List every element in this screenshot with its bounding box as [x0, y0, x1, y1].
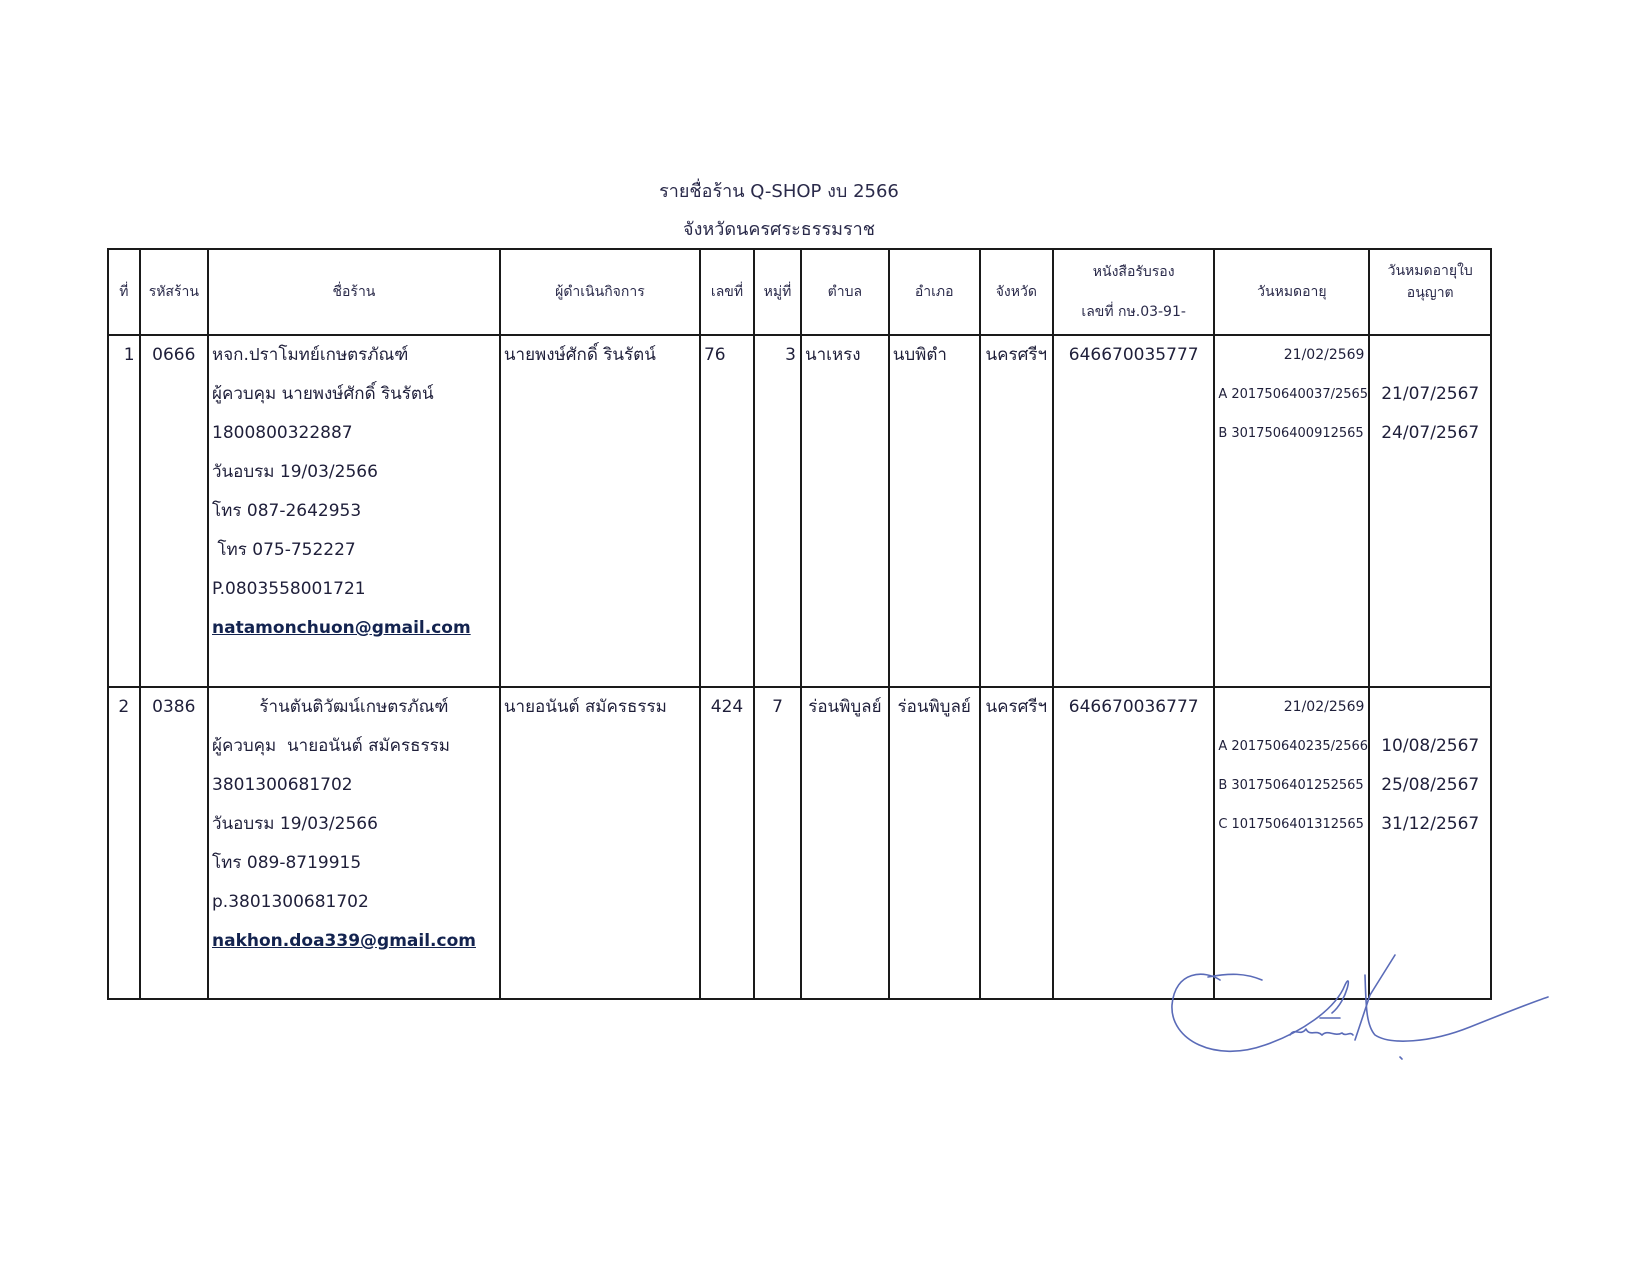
cell-house-no — [700, 335, 754, 687]
cell-province — [980, 687, 1053, 999]
cell-cert — [1053, 335, 1214, 687]
cell-code — [140, 335, 208, 687]
id-number: 1800800322887 — [212, 423, 353, 443]
header-moo: หมู่ที่ — [754, 249, 801, 335]
header-operator: ผู้ดำเนินกิจการ — [500, 249, 700, 335]
cell-province — [980, 335, 1053, 687]
house-number: 424 — [710, 697, 744, 717]
email-link[interactable]: nakhon.doa339@gmail.com — [212, 931, 476, 951]
phone-2: โทร 075-752227 — [212, 540, 356, 560]
signature-icon — [1170, 945, 1550, 1075]
cell-moo — [754, 335, 801, 687]
header-cert-line1: หนังสือรับรอง — [1092, 264, 1175, 280]
license-number: A 201750640037/2565 — [1218, 387, 1369, 402]
p-number: P.0803558001721 — [212, 579, 366, 599]
tambon: นาเหรง — [804, 345, 861, 365]
header-row — [108, 249, 1491, 335]
cell-moo — [754, 687, 801, 999]
header-province: จังหวัด — [980, 249, 1053, 335]
cell-expiry — [1214, 335, 1369, 687]
operator-name: นายอนันต์ สมัครธรรม — [503, 697, 667, 717]
license-number: C 1017506401312565 — [1218, 817, 1364, 832]
expiry-date: 21/02/2569 — [1283, 699, 1365, 715]
header-license-expiry: วันหมดอายุใบอนุญาต — [1369, 249, 1491, 335]
cell-name — [208, 335, 500, 687]
controller: ผู้ควบคุม นายอนันต์ สมัครธรรม — [212, 736, 451, 756]
cell-no — [108, 687, 140, 999]
header-cert-line2: เลขที่ กษ.03-91- — [1081, 304, 1186, 320]
cell-license-expiry — [1369, 335, 1491, 687]
controller: ผู้ควบคุม นายพงษ์ศักดิ์ รินรัตน์ — [212, 384, 434, 404]
training-date: วันอบรม 19/03/2566 — [212, 462, 378, 482]
phone: โทร 087-2642953 — [212, 501, 362, 521]
row-number: 1 — [123, 345, 135, 365]
cell-name — [208, 687, 500, 999]
row-number: 2 — [118, 697, 130, 717]
cert-number: 646670036777 — [1068, 697, 1199, 717]
moo-number: 7 — [772, 697, 783, 717]
shop-name: หจก.ปราโมทย์เกษตรภัณฑ์ — [212, 345, 409, 365]
header-house-no: เลขที่ — [700, 249, 754, 335]
cell-amphoe — [889, 687, 980, 999]
header-cert — [1053, 249, 1214, 335]
document-subtitle: จังหวัดนครศระธรรมราช — [683, 219, 875, 240]
cell-tambon — [801, 335, 889, 687]
p-number: p.3801300681702 — [212, 892, 369, 912]
cell-code — [140, 687, 208, 999]
tambon: ร่อนพิบูลย์ — [808, 697, 882, 717]
license-number: B 3017506401252565 — [1218, 778, 1364, 793]
amphoe: ร่อนพิบูลย์ — [897, 697, 971, 717]
expiry-date: 21/02/2569 — [1283, 347, 1365, 363]
table-row — [108, 335, 1491, 687]
header-code: รหัสร้าน — [140, 249, 208, 335]
cell-amphoe — [889, 335, 980, 687]
cell-no — [108, 335, 140, 687]
license-expiry-date: 10/08/2567 — [1381, 736, 1480, 756]
header-name: ชื่อร้าน — [208, 249, 500, 335]
header-expiry: วันหมดอายุ — [1214, 249, 1369, 335]
header-no: ที่ — [108, 249, 140, 335]
shop-table — [107, 248, 1492, 1000]
id-number: 3801300681702 — [212, 775, 353, 795]
house-number: 76 — [703, 345, 726, 365]
license-expiry-date: 25/08/2567 — [1381, 775, 1480, 795]
email-link[interactable]: natamonchuon@gmail.com — [212, 618, 471, 638]
license-expiry-date: 31/12/2567 — [1381, 814, 1480, 834]
document-title: รายชื่อร้าน Q-SHOP งบ 2566 — [659, 181, 899, 202]
operator-name: นายพงษ์ศักดิ์ รินรัตน์ — [503, 345, 656, 365]
shop-name: ร้านตันติวัฒน์เกษตรภัณฑ์ — [259, 697, 449, 717]
cert-number: 646670035777 — [1068, 345, 1199, 365]
header-amphoe: อำเภอ — [889, 249, 980, 335]
license-expiry-date: 24/07/2567 — [1381, 423, 1480, 443]
shop-code: 0666 — [152, 345, 196, 365]
amphoe: นบพิตำ — [892, 345, 947, 365]
cell-tambon — [801, 687, 889, 999]
province: นครศรีฯ — [985, 697, 1048, 717]
license-number: B 3017506400912565 — [1218, 426, 1364, 441]
cell-operator — [500, 335, 700, 687]
shop-code: 0386 — [152, 697, 196, 717]
license-expiry-date: 21/07/2567 — [1381, 384, 1480, 404]
license-number: A 201750640235/2566 — [1218, 739, 1369, 754]
cell-operator — [500, 687, 700, 999]
cell-house-no — [700, 687, 754, 999]
province: นครศรีฯ — [985, 345, 1048, 365]
header-tambon: ตำบล — [801, 249, 889, 335]
phone: โทร 089-8719915 — [212, 853, 362, 873]
moo-number: 3 — [785, 345, 796, 365]
training-date: วันอบรม 19/03/2566 — [212, 814, 378, 834]
